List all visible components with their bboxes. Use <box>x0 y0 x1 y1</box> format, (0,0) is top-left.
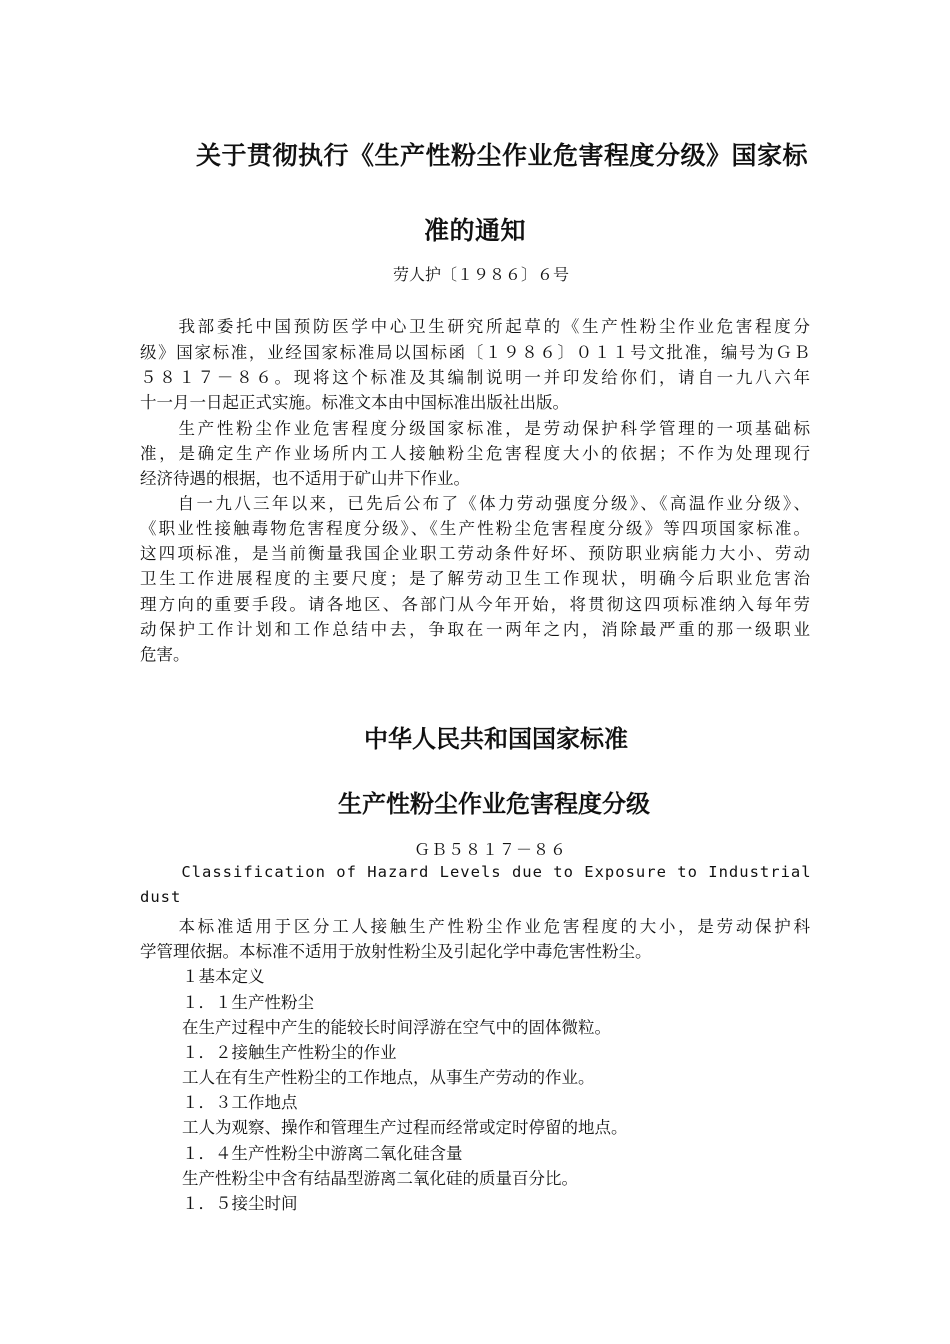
notice-doc-number: 劳人护〔１９８６〕６号 <box>393 265 570 284</box>
paragraph-3-line-3: 这四项标准，是当前衡量我国企业职工劳动条件好坏、预防职业病能力大小、劳动 <box>140 544 810 563</box>
english-title-line-2: dust <box>140 888 182 906</box>
scope-line-1: 本标准适用于区分工人接触生产性粉尘作业危害程度的大小，是劳动保护科 <box>140 917 810 936</box>
paragraph-3-line-5: 理方向的重要手段。请各地区、各部门从今年开始，将贯彻这四项标准纳入每年劳 <box>140 595 810 614</box>
notice-title-line-1: 关于贯彻执行《生产性粉尘作业危害程度分级》国家标 <box>196 141 809 170</box>
paragraph-3-line-4: 卫生工作进展程度的主要尺度；是了解劳动卫生工作现状，明确今后职业危害治 <box>140 569 810 588</box>
scope-line-2: 学管理依据。本标准不适用于放射性粉尘及引起化学中毒危害性粉尘。 <box>140 942 652 961</box>
paragraph-3-line-6: 动保护工作计划和工作总结中去，争取在一两年之内，消除最严重的那一级职业 <box>140 620 810 639</box>
paragraph-3-line-7: 危害。 <box>140 645 190 664</box>
section-1-heading: １基本定义 <box>182 967 265 986</box>
paragraph-2-line-1: 生产性粉尘作业危害程度分级国家标准，是劳动保护科学管理的一项基础标 <box>140 419 810 438</box>
paragraph-1-line-2: 级》国家标准，业经国家标准局以国标函〔１９８６〕０１１号文批准，编号为ＧＢ <box>140 343 810 362</box>
definition-1-2-term: １．２接触生产性粉尘的作业 <box>182 1043 397 1062</box>
definition-1-4-term: １．４生产性粉尘中游离二氧化硅含量 <box>182 1144 463 1163</box>
definition-1-5-term: １．５接尘时间 <box>182 1194 298 1213</box>
definition-1-1-text: 在生产过程中产生的能较长时间浮游在空气中的固体微粒。 <box>182 1018 611 1037</box>
definition-1-1-term: １．１生产性粉尘 <box>182 993 314 1012</box>
english-title-line-1: Classification of Hazard Levels due to Exposure to Industrial <box>140 863 812 881</box>
standard-code: ＧＢ５８１７－８６ <box>414 840 568 859</box>
definition-1-4-text: 生产性粉尘中含有结晶型游离二氧化硅的质量百分比。 <box>182 1169 578 1188</box>
paragraph-3-line-1: 自一九八三年以来，已先后公布了《体力劳动强度分级》、《高温作业分级》、 <box>140 494 810 513</box>
standard-title: 生产性粉尘作业危害程度分级 <box>338 789 650 818</box>
paragraph-3-line-2: 《职业性接触毒物危害程度分级》、《生产性粉尘危害程度分级》等四项国家标准。 <box>140 519 810 538</box>
paragraph-2-line-2: 准，是确定生产作业场所内工人接触粉尘危害程度大小的依据；不作为处理现行 <box>140 444 810 463</box>
notice-title-line-2: 准的通知 <box>424 216 527 245</box>
standard-heading: 中华人民共和国国家标准 <box>364 724 628 753</box>
paragraph-1-line-1: 我部委托中国预防医学中心卫生研究所起草的《生产性粉尘作业危害程度分 <box>140 317 810 336</box>
paragraph-1-line-4: 十一月一日起正式实施。标准文本由中国标准出版社出版。 <box>140 393 569 412</box>
paragraph-2-line-3: 经济待遇的根据，也不适用于矿山井下作业。 <box>140 469 470 488</box>
definition-1-2-text: 工人在有生产性粉尘的工作地点，从事生产劳动的作业。 <box>182 1068 595 1087</box>
definition-1-3-term: １．３工作地点 <box>182 1093 298 1112</box>
definition-1-3-text: 工人为观察、操作和管理生产过程而经常或定时停留的地点。 <box>182 1118 628 1137</box>
paragraph-1-line-3: ５８１７－８６。现将这个标准及其编制说明一并印发给你们，请自一九八六年 <box>140 368 810 387</box>
